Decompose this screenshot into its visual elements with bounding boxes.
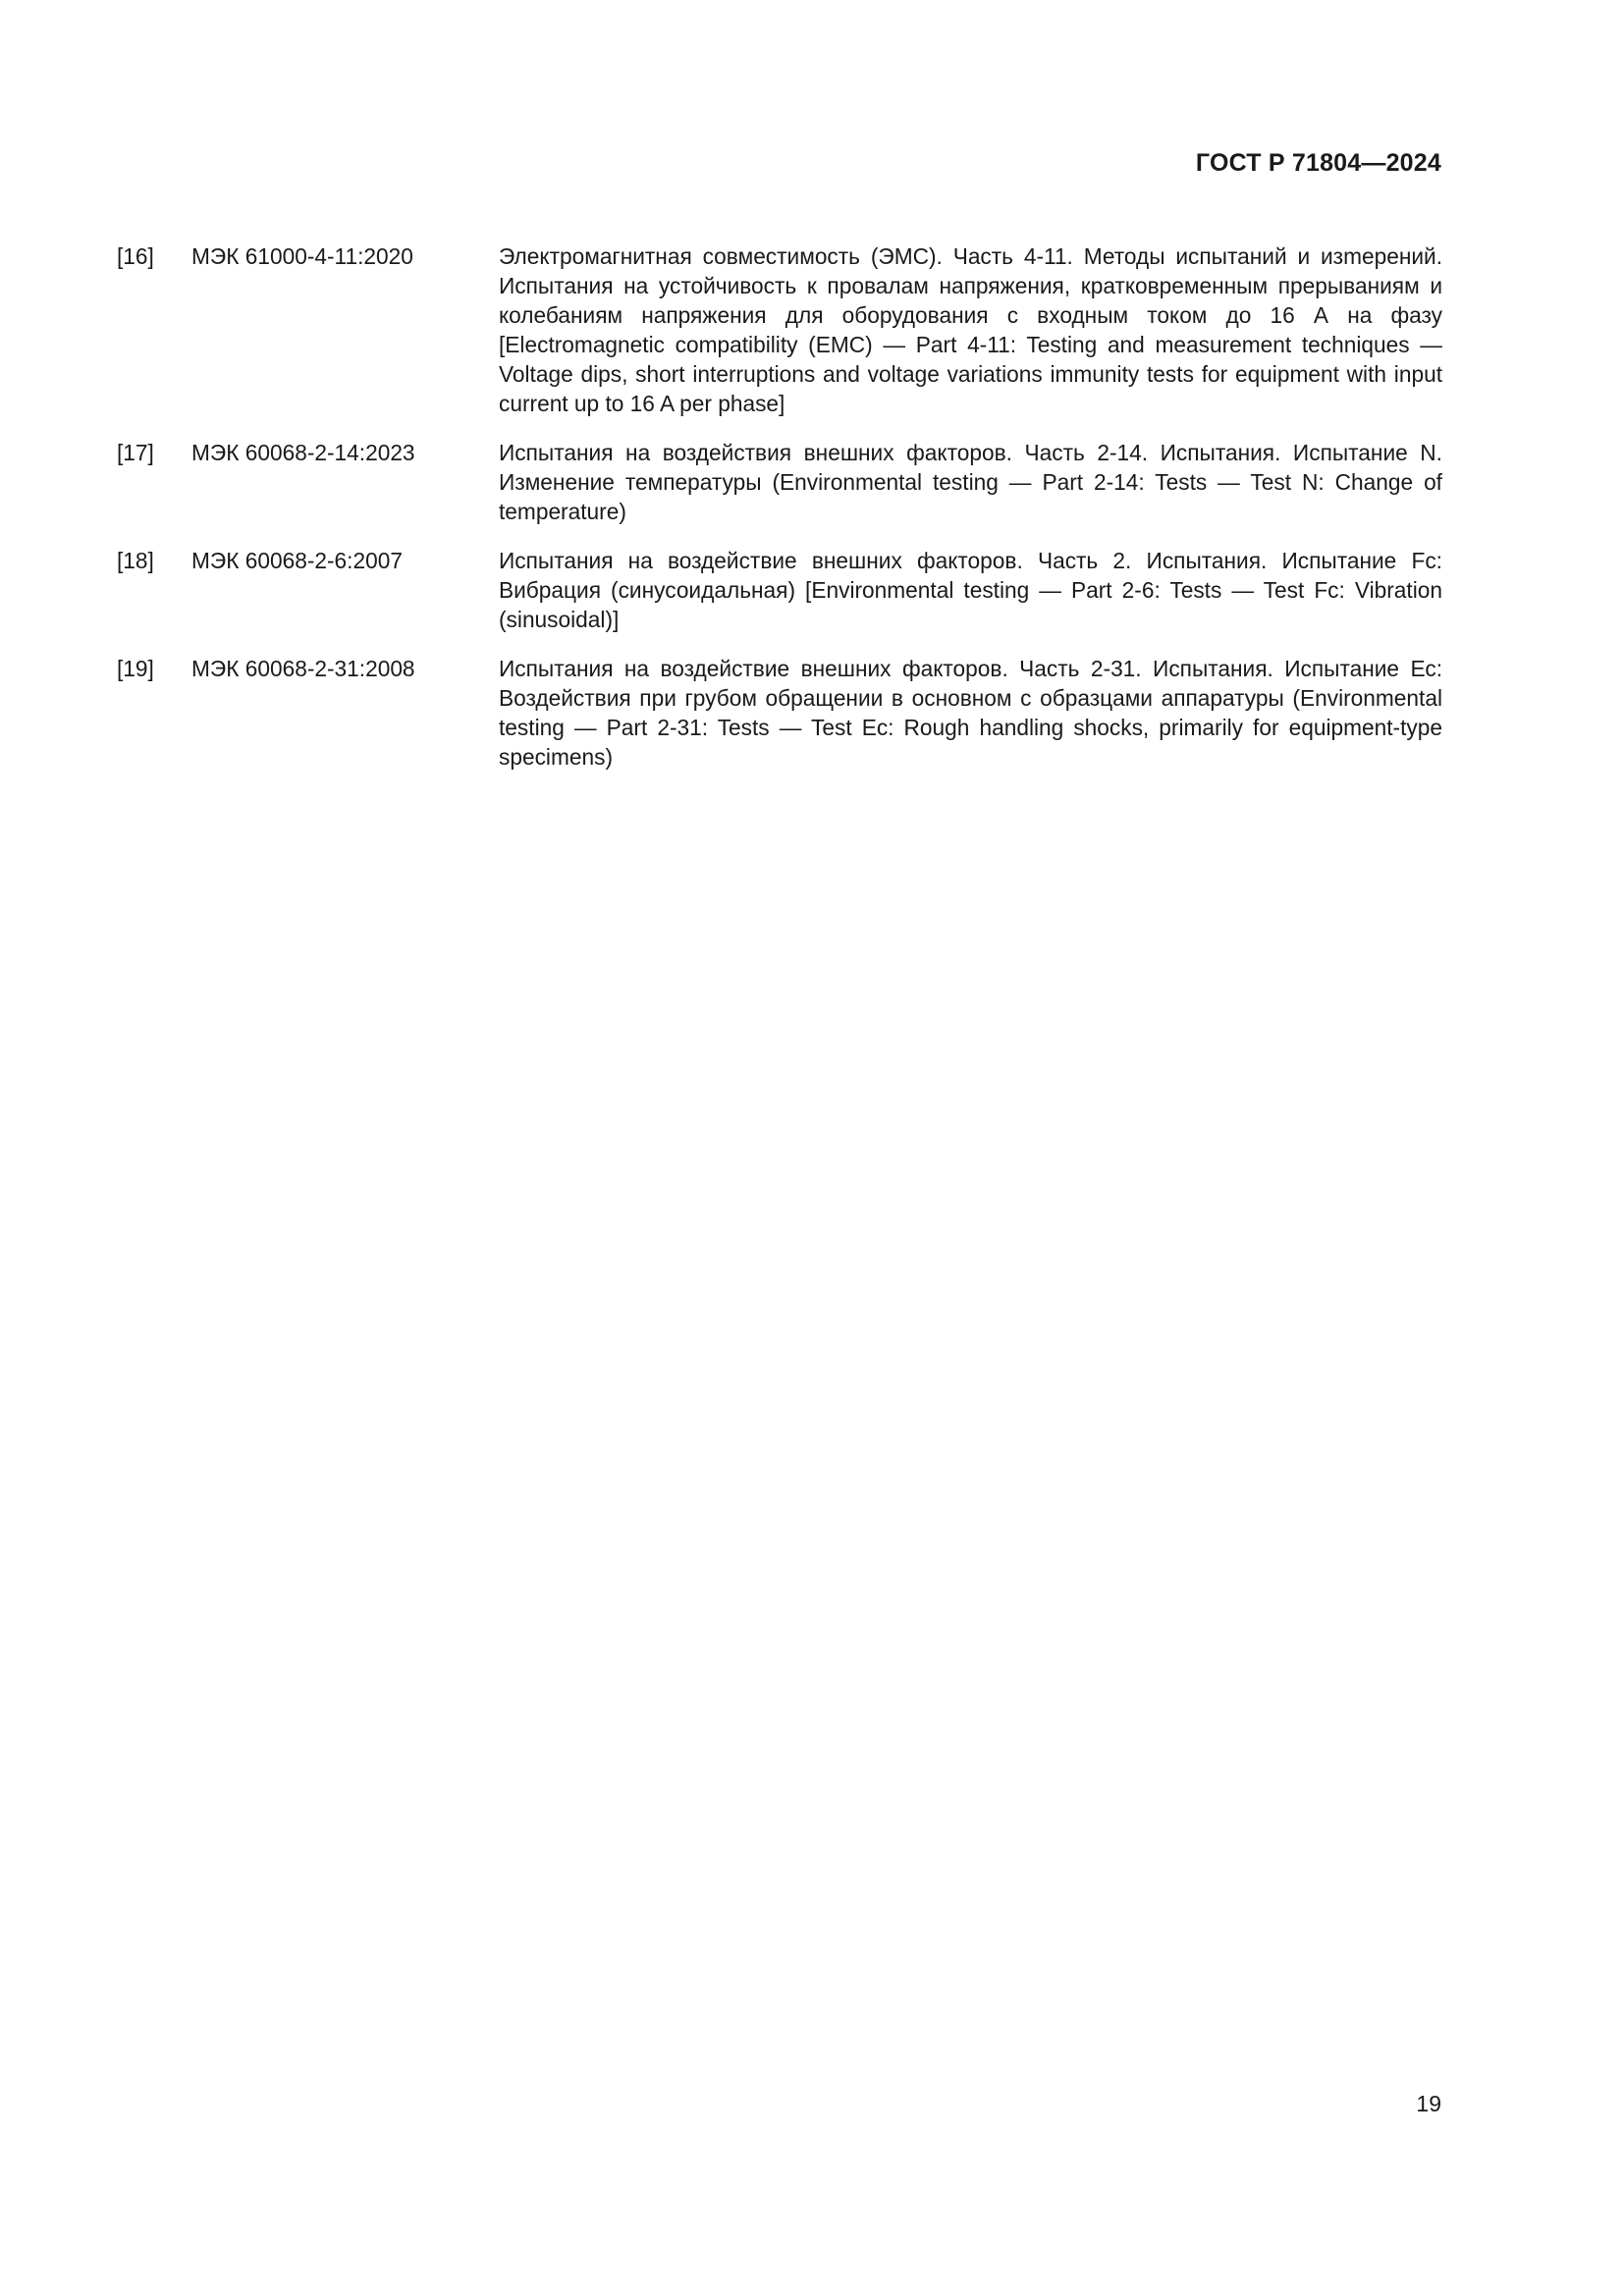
document-designation: ГОСТ Р 71804—2024 xyxy=(1195,149,1441,177)
reference-number: [18] xyxy=(117,548,154,573)
reference-number: [17] xyxy=(117,440,154,465)
standard-code: МЭК 60068-2-6:2007 xyxy=(191,548,403,573)
standard-title: Испытания на воздействие внешних факторов. Часть 2. Испытания. Испытание Fc: Вибрация (синусоидальная) [Environmental testing — Part 2-6: Tests — Test Fc: Vibration (sinusoidal)] xyxy=(499,548,1442,632)
reference-number: [16] xyxy=(117,243,154,269)
standard-code: МЭК 60068-2-14:2023 xyxy=(191,440,415,465)
standard-title: Испытания на воздействие внешних факторов. Часть 2-31. Испытания. Испытание Ес: Воздействия при грубом обращении в основном с образцами аппаратуры (Environmental testing — Part 2-31: Tests — Test Ec: Rough handling shocks, primarily for equipment-type specimens) xyxy=(499,656,1442,770)
standard-code: МЭК 60068-2-31:2008 xyxy=(191,656,415,681)
bibliography-entry xyxy=(117,546,1442,634)
page-number: 19 xyxy=(1416,2091,1441,2116)
standard-title: Испытания на воздействия внешних факторов. Часть 2-14. Испытания. Испытание N. Изменение температуры (Environmental testing — Part 2-14: Tests — Test N: Change of temperature) xyxy=(499,440,1442,524)
reference-number: [19] xyxy=(117,656,154,681)
standard-code: МЭК 61000-4-11:2020 xyxy=(191,243,413,269)
bibliography-list xyxy=(117,241,1442,791)
bibliography-entry xyxy=(117,241,1442,418)
bibliography-entry xyxy=(117,438,1442,526)
bibliography-entry xyxy=(117,654,1442,772)
standard-title: Электромагнитная совместимость (ЭМС). Часть 4-11. Методы испытаний и изmерений. Испытания на устойчивость к провалам напряжения, кратковременным прерываниям и колебаниям напряжения для оборудования с входным током до 16 А на фазу [Electromagnetic compatibility (EMC) — Part 4-11: Testing and measurement techniques — Voltage dips, short interruptions and voltage variations immunity tests for equipment with input current up to 16 A per phase] xyxy=(499,243,1442,416)
